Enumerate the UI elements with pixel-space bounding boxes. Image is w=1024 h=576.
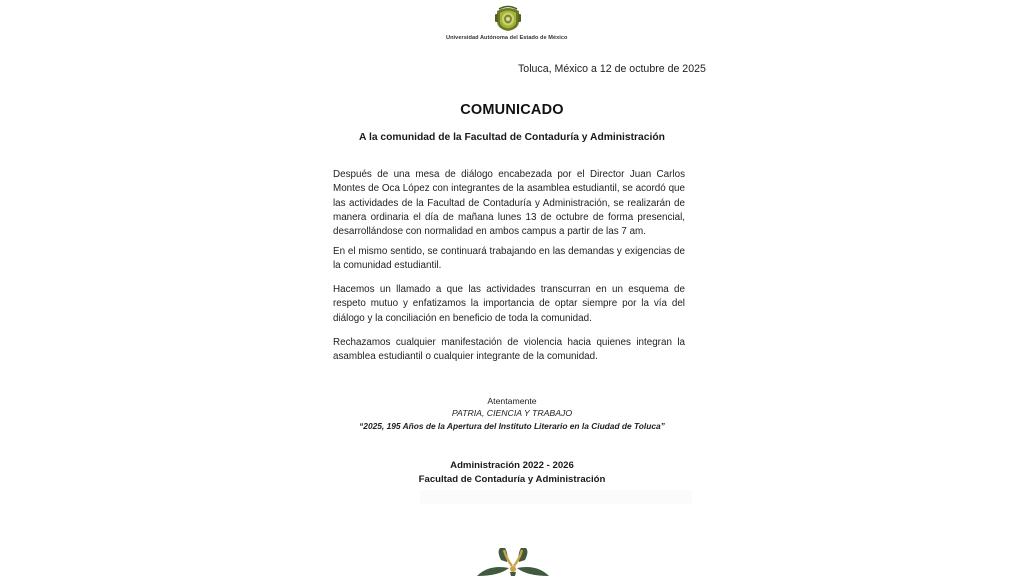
signature-faculty: Facultad de Contaduría y Administración — [418, 474, 606, 485]
paragraph: Después de una mesa de diálogo encabezada por el Director Juan Carlos Montes de Oca López con integrantes de la asamblea estudiantil, se acordó que las actividades de la Facultad de Contaduría y Administración, se realizarán de manera ordinaria el día de mañana lunes 13 de octubre de forma presencial, desarrollándose con normalidad en ambos campus a partir de las 7 am. — [333, 169, 685, 238]
closing-atentamente: Atentamente — [487, 396, 537, 406]
document-subtitle: A la comunidad de la Facultad de Contaduría y Administración — [359, 132, 665, 143]
page-edge-shadow — [420, 490, 692, 504]
closing-quote: “2025, 195 Años de la Apertura del Instituto Literario en la Ciudad de Toluca” — [359, 421, 665, 431]
university-shield-logo-icon — [493, 5, 523, 32]
university-name: Universidad Autónoma del Estado de México — [446, 35, 568, 41]
document-title: COMUNICADO — [460, 102, 564, 118]
paragraph: Rechazamos cualquier manifestación de violencia hacia quienes integran la asamblea estudiantil o cualquier integrante de la comunidad. — [333, 337, 685, 363]
faculty-leaf-logo-icon — [473, 548, 553, 576]
date-line: Toluca, México a 12 de octubre de 2025 — [518, 63, 706, 75]
paragraph: Hacemos un llamado a que las actividades transcurran en un esquema de respeto mutuo y enfatizamos la importancia de optar siempre por la vía del diálogo y la conciliación en beneficio de toda la comunidad. — [333, 284, 685, 324]
paragraph: En el mismo sentido, se continuará trabajando en las demandas y exigencias de la comunidad estudiantil. — [333, 246, 685, 272]
signature-administration: Administración 2022 - 2026 — [450, 460, 574, 471]
closing-motto: PATRIA, CIENCIA Y TRABAJO — [451, 408, 573, 418]
